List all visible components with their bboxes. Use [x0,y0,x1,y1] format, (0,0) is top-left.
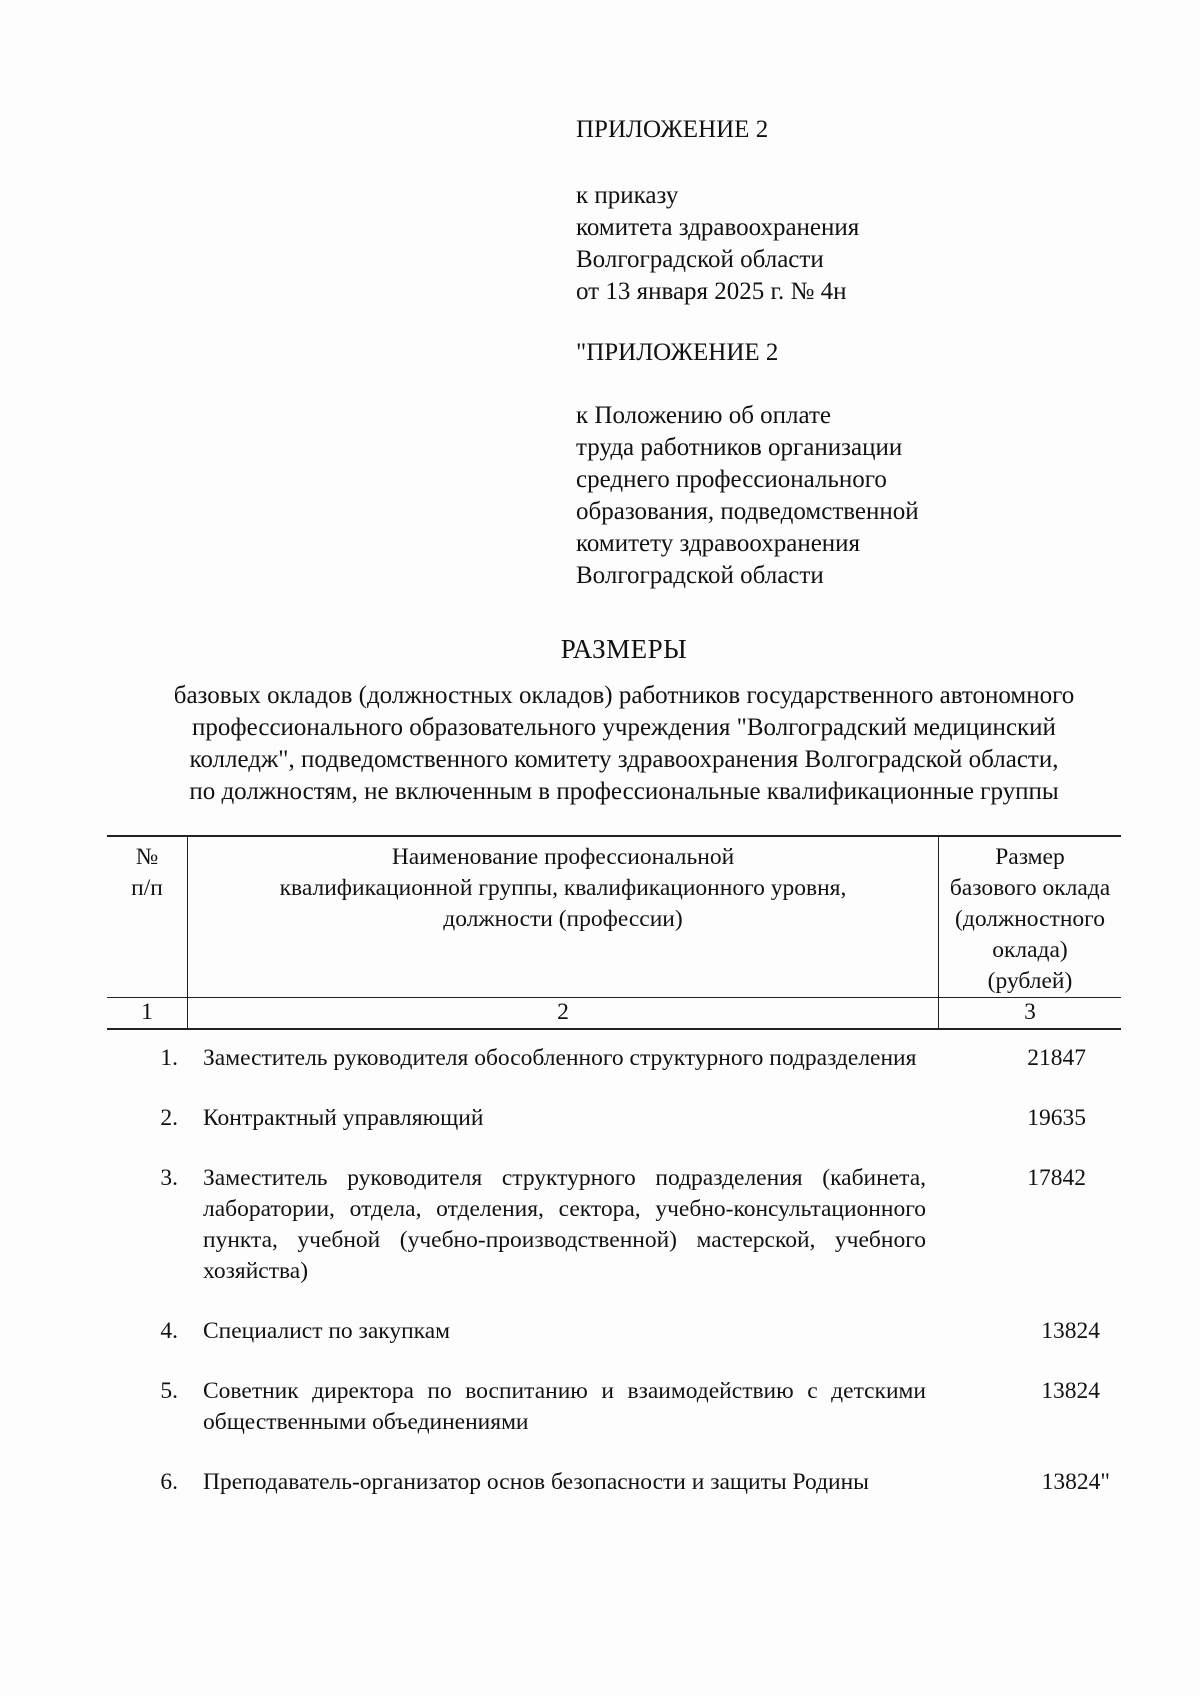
salary-value: 13824 [1041,1378,1100,1404]
regulation-line: Волгоградской области [576,562,824,589]
table-row [140,1316,1100,1347]
row-number: 3. [160,1165,178,1191]
salary-value: 13824" [1041,1469,1110,1495]
header-text: базового оклада [949,875,1111,901]
table-row [140,1103,1100,1134]
salary-value: 21847 [1027,1045,1086,1071]
regulation-line: образования, подведомственной [576,498,919,525]
document-title: РАЗМЕРЫ [560,634,688,664]
row-number: 4. [160,1318,178,1344]
row-number: 6. [160,1469,178,1495]
table-row [140,1376,1100,1438]
salary-value: 13824 [1041,1318,1100,1344]
column-number-row [107,998,1121,1030]
quoted-appendix-label: "ПРИЛОЖЕНИЕ 2 [576,339,779,366]
column-number: 3 [939,998,1122,1030]
regulation-line: комитету здравоохранения [576,530,861,557]
position-name: Специалист по закупкам [203,1318,451,1344]
table-row [140,1043,1100,1074]
table-header-row [107,836,1121,998]
subtitle-line: базовых окладов (должностных окладов) работников государственного автономного [173,682,1075,709]
table-row [140,1467,1110,1498]
header-text: Наименование профессиональной [391,844,735,870]
position-name: Преподаватель-организатор основ безопасности и защиты Родины [203,1469,869,1495]
header-number-cell [107,836,188,998]
quoted-appendix-heading [576,337,778,369]
appendix-heading [576,114,768,146]
order-line: Волгоградской области [576,246,824,273]
regulation-line: среднего профессионального [576,466,887,493]
subtitle-line: по должностям, не включенным в профессиональные квалификационные группы [189,778,1059,805]
salary-table-header [107,835,1121,1030]
header-text: п/п [131,875,163,901]
header-text: № [135,844,159,870]
row-number: 5. [160,1378,178,1404]
document-subtitle [100,680,1148,808]
order-line: к приказу [576,182,679,209]
appendix-label: ПРИЛОЖЕНИЕ 2 [576,116,769,143]
subtitle-line: колледж", подведомственного комитету здравоохранения Волгоградской области, [189,746,1059,773]
position-name: Советник директора по воспитанию и взаимодействию с детскими общественными объединениями [203,1378,926,1435]
order-line: комитета здравоохранения [576,214,860,241]
header-text: (рублей) [987,968,1073,994]
header-salary-cell [939,836,1122,998]
column-number: 2 [188,998,939,1030]
header-text: Размер [995,844,1065,870]
salary-value: 17842 [1027,1165,1086,1191]
row-number: 2. [160,1105,178,1131]
position-name: Контрактный управляющий [203,1105,484,1131]
order-line: от 13 января 2025 г. № 4н [576,278,847,305]
position-name: Заместитель руководителя обособленного структурного подразделения [203,1045,917,1071]
header-text: оклада) [992,937,1068,963]
salary-rows [140,1043,1110,1498]
salary-value: 19635 [1027,1105,1086,1131]
order-reference [576,180,859,308]
subtitle-line: профессионального образовательного учреждения "Волгоградский медицинский [192,714,1056,741]
column-number: 1 [107,998,188,1030]
header-text: квалификационной группы, квалификационного уровня, [279,875,847,901]
row-number: 1. [160,1045,178,1071]
header-name-cell [188,836,939,998]
table-row [140,1163,1100,1287]
regulation-line: труда работников организации [576,434,903,461]
regulation-reference [576,400,919,592]
header-text: должности (профессии) [443,906,683,932]
position-name: Заместитель руководителя структурного подразделения (кабинета, лаборатории, отдела, отделения, сектора, учебно-консультационного пункта, учебной (учебно-производственной) мастерской, учебного хозяйства) [203,1165,926,1284]
regulation-line: к Положению об оплате [576,402,831,429]
header-text: (должностного [955,906,1105,932]
